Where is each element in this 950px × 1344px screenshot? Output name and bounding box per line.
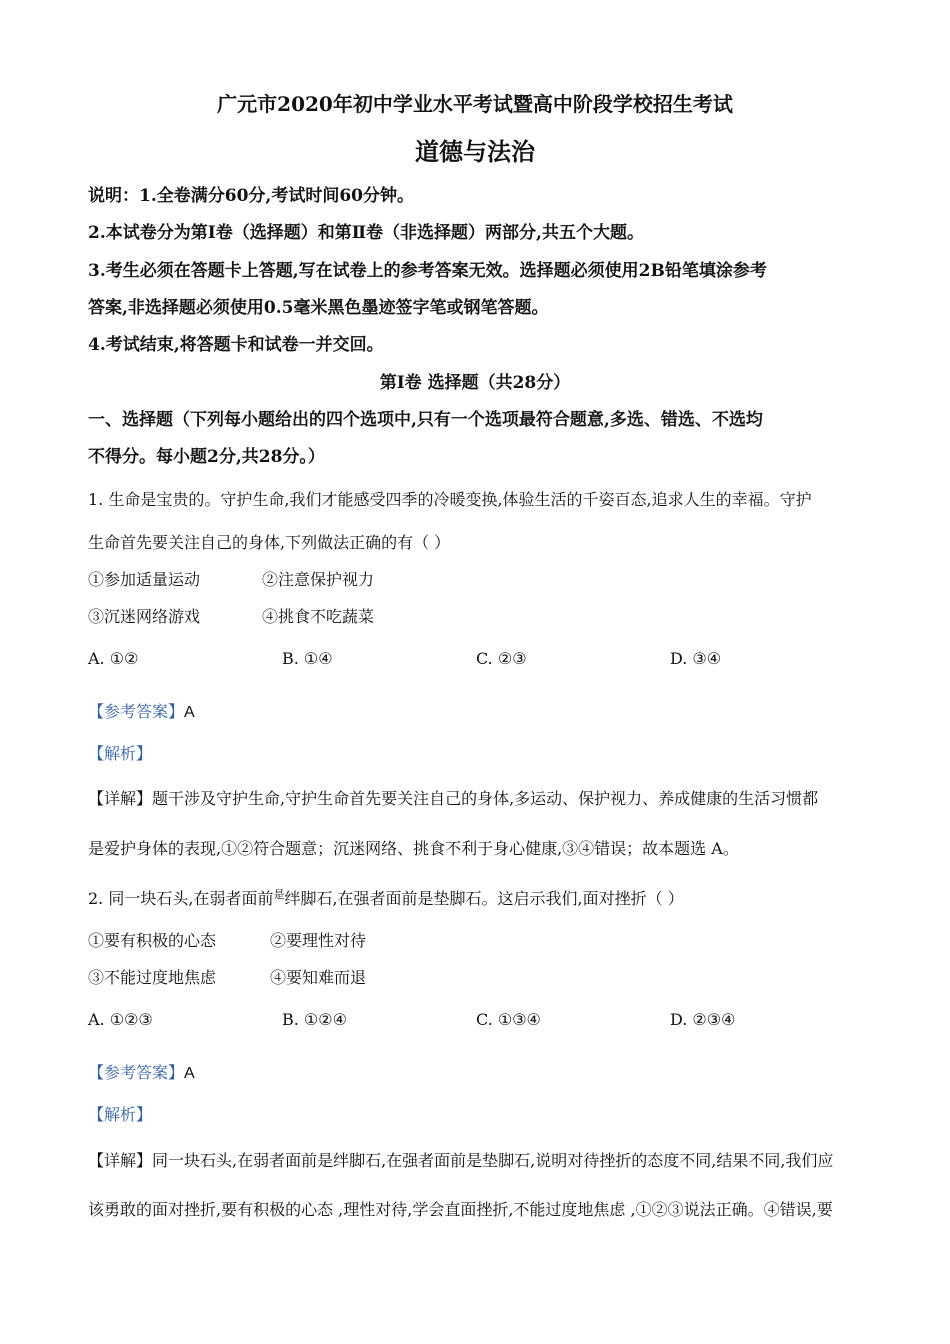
exam-title: 广元市2020年初中学业水平考试暨高中阶段学校招生考试	[217, 92, 733, 116]
q2-stem	[88, 886, 684, 909]
q1-choice-d: D. ③④	[670, 649, 722, 668]
instruction-2: 2.本试卷分为第Ⅰ卷（选择题）和第Ⅱ卷（非选择题）两部分,共五个大题。	[88, 223, 644, 243]
q1-item-1: ①参加适量运动	[88, 570, 201, 589]
q2-choice-d: D. ②③④	[670, 1010, 736, 1029]
q1-answer-row	[88, 699, 195, 722]
q2-item-3: ③不能过度地焦虑	[88, 968, 217, 987]
q2-item-4: ④要知难而退	[270, 968, 367, 987]
q1-choice-b: B. ①④	[282, 649, 333, 668]
q1-choice-c: C. ②③	[476, 649, 527, 668]
q2-stem-superscript: 是	[273, 888, 285, 901]
q2-detail-line2: 该勇敢的面对挫折,要有积极的心态 ,理性对待,学会直面挫折,不能过度地焦虑 ,①②③说法正确。④错误,要	[88, 1200, 833, 1219]
q2-item-2: ②要理性对待	[270, 931, 367, 950]
q2-answer-row	[88, 1060, 195, 1083]
q2-answer: A	[184, 1065, 195, 1082]
q2-choice-a: A. ①②③	[88, 1010, 153, 1029]
q2-item-1: ①要有积极的心态	[88, 931, 217, 950]
section-title: 第Ⅰ卷 选择题（共28分）	[379, 373, 571, 393]
q1-stem-line2: 生命首先要关注自己的身体,下列做法正确的有（ ）	[88, 533, 451, 552]
q1-item-2: ②注意保护视力	[262, 570, 375, 589]
q1-item-3: ③沉迷网络游戏	[88, 607, 201, 626]
q2-choice-c: C. ①③④	[476, 1010, 541, 1029]
q1-stem-line1: 1. 生命是宝贵的。守护生命,我们才能感受四季的冷暖变换,体验生活的千姿百态,追求人生的幸福。守护	[88, 490, 812, 509]
instruction-3-cont: 答案,非选择题必须使用0.5毫米黑色墨迹签字笔或钢笔答题。	[88, 298, 549, 318]
subject-title: 道德与法治	[415, 137, 535, 166]
q2-stem-part-a: 2. 同一块石头,在弱者面前	[88, 889, 274, 908]
instruction-4: 4.考试结束,将答题卡和试卷一并交回。	[88, 335, 384, 355]
q2-analysis-label: 【解析】	[88, 1105, 153, 1124]
q2-choice-b: B. ①②④	[282, 1010, 347, 1029]
q1-item-4: ④挑食不吃蔬菜	[262, 607, 375, 626]
q2-detail-line1: 【详解】同一块石头,在弱者面前是绊脚石,在强者面前是垫脚石,说明对待挫折的态度不同,结果不同,我们应	[88, 1151, 834, 1170]
q1-analysis-label: 【解析】	[88, 744, 153, 763]
q1-detail-line2: 是爱护身体的表现,①②符合题意；沉迷网络、挑食不利于身心健康,③④错误；故本题选 A。	[88, 839, 739, 858]
instruction-3: 3.考生必须在答题卡上答题,写在试卷上的参考答案无效。选择题必须使用2B铅笔填涂参考	[88, 261, 767, 281]
q1-answer-label: 【参考答案】	[88, 702, 185, 721]
section-heading-line2: 不得分。每小题2分,共28分。）	[88, 447, 325, 467]
section-heading-line1: 一、选择题（下列每小题给出的四个选项中,只有一个选项最符合题意,多选、错选、不选均	[88, 410, 763, 430]
q1-answer: A	[184, 704, 195, 721]
q2-stem-part-b: 绊脚石,在强者面前是垫脚石。这启示我们,面对挫折（ ）	[284, 889, 684, 908]
instruction-1: 说明：1.全卷满分60分,考试时间60分钟。	[88, 186, 414, 206]
q1-detail-line1: 【详解】题干涉及守护生命,守护生命首先要关注自己的身体,多运动、保护视力、养成健康的生活习惯都	[88, 789, 819, 808]
q2-answer-label: 【参考答案】	[88, 1063, 185, 1082]
q1-choice-a: A. ①②	[88, 649, 139, 668]
